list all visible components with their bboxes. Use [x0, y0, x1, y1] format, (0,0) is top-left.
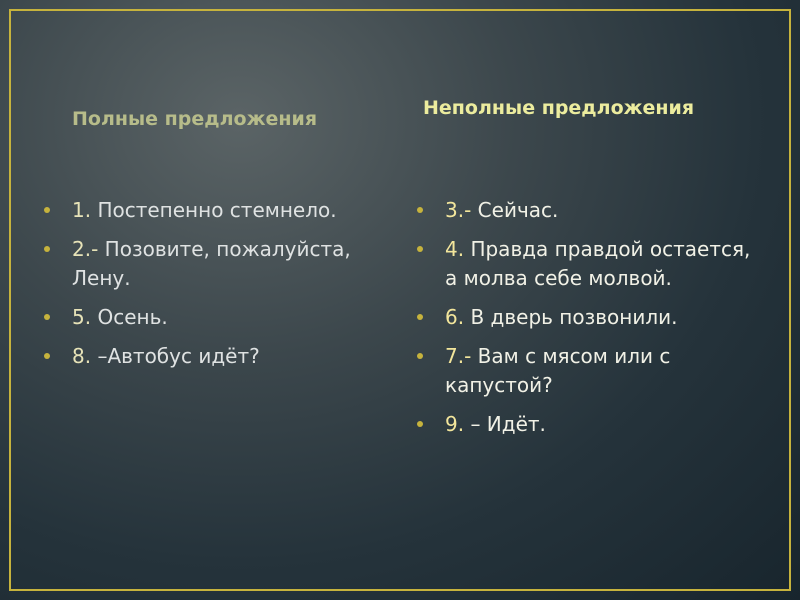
- bullet-icon: [44, 353, 50, 359]
- bullet-icon: [417, 353, 423, 359]
- list-item: [40, 303, 390, 332]
- complete-sentences-heading: Полные предложения: [72, 108, 318, 130]
- item-number: 2.-: [72, 237, 99, 261]
- list-item: [413, 235, 763, 293]
- item-number: 8.: [72, 344, 92, 368]
- item-text: Осень.: [91, 305, 168, 329]
- list-item: [413, 410, 763, 439]
- complete-sentences-list: [40, 196, 390, 381]
- list-item: [413, 196, 763, 225]
- list-item: [413, 303, 763, 332]
- list-item: [40, 342, 390, 371]
- incomplete-sentences-heading: Неполные предложения: [423, 97, 695, 119]
- bullet-icon: [417, 314, 423, 320]
- item-text: – Идёт.: [464, 412, 546, 436]
- bullet-icon: [417, 207, 423, 213]
- item-number: 1.: [72, 198, 92, 222]
- incomplete-sentences-list: [413, 196, 763, 449]
- item-text: Постепенно стемнело.: [91, 198, 337, 222]
- item-text: В дверь позвонили.: [464, 305, 678, 329]
- item-text: Вам с мясом или с капустой?: [445, 344, 671, 397]
- bullet-icon: [44, 246, 50, 252]
- bullet-icon: [44, 314, 50, 320]
- item-number: 6.: [445, 305, 465, 329]
- item-text: Сейчас.: [471, 198, 559, 222]
- list-item: [413, 342, 763, 400]
- item-number: 3.-: [445, 198, 472, 222]
- item-text: Позовите, пожалуйста, Лену.: [72, 237, 351, 290]
- bullet-icon: [417, 246, 423, 252]
- bullet-icon: [417, 421, 423, 427]
- item-text: Правда правдой остается, а молва себе молвой.: [445, 237, 751, 290]
- item-text: –Автобус идёт?: [91, 344, 260, 368]
- bullet-icon: [44, 207, 50, 213]
- item-number: 9.: [445, 412, 465, 436]
- list-item: [40, 196, 390, 225]
- item-number: 7.-: [445, 344, 472, 368]
- list-item: [40, 235, 390, 293]
- item-number: 5.: [72, 305, 92, 329]
- item-number: 4.: [445, 237, 465, 261]
